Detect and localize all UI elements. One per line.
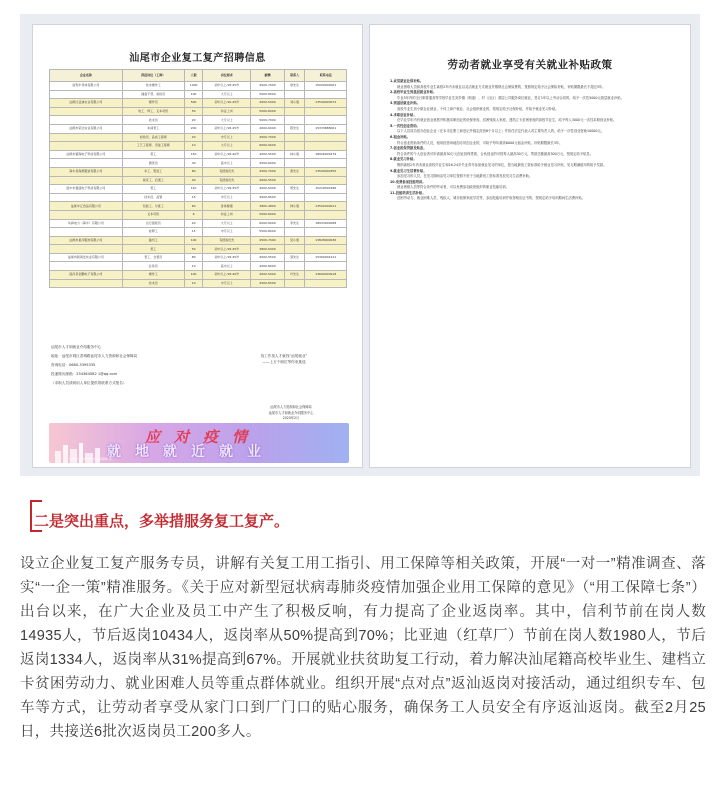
table-cell: 10 [184, 279, 202, 288]
table-cell: 操作员 [122, 99, 184, 108]
table-cell: 中专以上 [203, 193, 251, 202]
table-cell: 电工、焊工、叉车司机 [122, 107, 184, 116]
table-cell: 汕尾市荣达实业有限公司 [50, 124, 123, 133]
table-cell: 4500-6000 [251, 159, 284, 168]
policy-item-text: 毕业5年内的全日制普通高等学校毕业生到乡镇（街道）、村（社区）基层公共服务岗位就业，签订1年以上劳动合同的，给予一次性5000元基层就业补贴。 [397, 95, 624, 100]
table-cell: 钟小姐 [284, 202, 305, 211]
recruitment-image [20, 14, 700, 476]
policy-item-heading: 7.创业担保贷款及贴息。 [390, 146, 427, 151]
table-cell [305, 210, 347, 219]
poster-banner [49, 423, 349, 463]
policy-item-heading: 4.求职创业补贴。 [390, 112, 417, 117]
table-cell: 持证上岗 [203, 107, 251, 116]
banner-credit: 汕尾市人力资源和社会保障局 宣 [69, 457, 112, 461]
table-cell [305, 90, 347, 99]
table-cell: 15000000001 [305, 82, 347, 91]
table-cell: 中专以上 [203, 279, 251, 288]
table-cell: 普工 [122, 185, 184, 194]
table-row [50, 262, 347, 271]
policy-item-heading: 11.技能培训生活补贴。 [390, 190, 426, 195]
table-cell [305, 228, 347, 237]
table-cell: 60 [184, 202, 202, 211]
table-cell: 裁床工、后道工 [122, 176, 184, 185]
table-cell: 5500-8000 [251, 228, 284, 237]
table-cell: 华润电力（海丰）有限公司 [50, 219, 123, 228]
table-cell: 郑先生 [284, 185, 305, 194]
policy-item-text: 高校毕业生到小微企业就业、个体工商户就业、社会组织就业的，按规定给予社保补贴，并给予就业见习补贴。 [397, 106, 559, 111]
table-row [50, 133, 347, 142]
table-cell: 持证上岗 [203, 210, 251, 219]
table-cell: 15360004121 [305, 253, 347, 262]
table-cell: 检修工 [122, 228, 184, 237]
table-cell: 技术员 [122, 116, 184, 125]
table-cell: 有经验优先 [203, 236, 251, 245]
table-cell: 测试员 [122, 159, 184, 168]
table-cell: 陆河县金鹏电子有限公司 [50, 271, 123, 280]
issuer-line: 汕尾市人力资源和社会保障局 [270, 405, 312, 409]
policy-item-text: 就业困难人员等符合条件的劳动者，可以免费参加政府组织的职业技能培训。 [397, 185, 510, 190]
table-cell: 业务员 [122, 262, 184, 271]
table-cell: 1000 [184, 82, 202, 91]
policy-item-heading: 2.高校毕业生到基层就业补贴。 [390, 90, 437, 95]
table-cell: 大专以上 [203, 219, 251, 228]
table-cell: 10 [184, 142, 202, 151]
table-cell: 高中以上 [203, 262, 251, 271]
issuer-line: 汕尾市人才和就业介绍服务中心 [268, 410, 314, 415]
table-row [50, 82, 347, 91]
table-cell: 缝纫工 [122, 236, 184, 245]
table-cell: 初中以上/18-40岁 [203, 271, 251, 280]
table-cell [50, 210, 123, 219]
table-cell [50, 107, 123, 116]
table-cell: 身体健康 [203, 202, 251, 211]
table-cell: 40 [184, 176, 202, 185]
slogan-line: ——上万个职位等你来挑选 [262, 360, 306, 364]
table-cell: 初中以上/18-45岁 [203, 245, 251, 254]
job-table [49, 69, 347, 288]
table-cell: 中专以上 [203, 228, 251, 237]
table-row [50, 279, 347, 288]
table-cell: 包装工、分拣工 [122, 202, 184, 211]
contact-line: 投递简历邮箱：254364582 1@qq.com [51, 372, 118, 376]
table-cell: 叶先生 [284, 271, 305, 280]
policy-item-heading: 8.就业见习补贴。 [390, 157, 417, 162]
table-cell: 汕尾市星河服饰有限公司 [50, 236, 123, 245]
table-cell [305, 245, 347, 254]
subsidy-policy-title: 劳动者就业享受有关就业补贴政策 [447, 59, 613, 71]
table-cell: 林小姐 [284, 150, 305, 159]
table-cell: 陆丰市嘉盛电子科技有限公司 [50, 185, 123, 194]
table-cell [305, 279, 347, 288]
table-cell [50, 142, 123, 151]
table-cell [284, 262, 305, 271]
poster-slogan [219, 353, 349, 365]
table-cell: 6000-9000 [251, 142, 284, 151]
table-cell: 信利半导体有限公司 [50, 82, 123, 91]
table-row [50, 202, 347, 211]
table-cell: 100 [184, 271, 202, 280]
table-cell [305, 159, 347, 168]
table-cell [284, 116, 305, 125]
job-table-header-cell: 联系电话 [305, 70, 347, 82]
table-cell: 蔡先生 [284, 253, 305, 262]
table-cell [50, 159, 123, 168]
table-cell: 13828000036 [305, 236, 347, 245]
contact-line: 咨询电话：0660-3395335 [51, 363, 96, 367]
job-table-header-cell: 岗位要求 [203, 70, 251, 82]
job-table-body [50, 82, 347, 288]
table-cell: 15333688001 [305, 124, 347, 133]
subsidy-policy-poster [369, 24, 691, 468]
table-cell: 4000-5500 [251, 176, 284, 185]
table-cell: 初中以上/18-45岁 [203, 185, 251, 194]
table-cell: 大专以上 [203, 142, 251, 151]
table-cell: 汕尾中汇食品有限公司 [50, 202, 123, 211]
table-cell: 80 [184, 167, 202, 176]
poster-issuer [231, 405, 351, 422]
poster-contact-info [51, 343, 351, 388]
policy-item-text: 符合条件的个人创业者可申请最高30万元创业担保贷款，合伙创业的可按每人最高30万元，贷款总额最高300万元，按规定给予贴息。 [397, 151, 594, 156]
table-cell: 车工、熨烫工 [122, 167, 184, 176]
table-row [50, 167, 347, 176]
table-cell: 20 [184, 219, 202, 228]
table-cell: 3800-5000 [251, 245, 284, 254]
table-cell: 100 [184, 90, 202, 99]
policy-item-heading: 9.就业见习生活费补贴。 [390, 168, 427, 173]
table-cell: 中专以上 [203, 133, 251, 142]
table-cell [284, 90, 305, 99]
contact-line: 汕尾市人才和就业介绍服务中心 [51, 345, 102, 349]
table-row [50, 228, 347, 237]
table-cell: 普工 [122, 245, 184, 254]
table-cell: 大专以上 [203, 90, 251, 99]
table-cell: 4500-7000 [251, 133, 284, 142]
table-cell: 100 [184, 236, 202, 245]
table-cell: 50 [184, 107, 202, 116]
table-cell: 高中以上 [203, 159, 251, 168]
table-cell: 5000-7000 [251, 116, 284, 125]
table-cell [305, 107, 347, 116]
table-cell: 5000-8000 [251, 90, 284, 99]
table-cell: 吴小姐 [284, 236, 305, 245]
table-cell: 5000-6000 [251, 210, 284, 219]
policy-item-heading: 1.灵活就业社保补贴。 [390, 79, 424, 83]
section-heading [30, 500, 670, 532]
policy-item-text: 就业困难人员和高校毕业生离校2年内未就业以灵活就业方式就业并缴纳社会保险费的，按照规定给予社会保险补贴，补贴期限最长不超过3年。 [397, 84, 606, 89]
table-row [50, 150, 347, 159]
policy-item-heading: 6.租金补贴。 [390, 134, 411, 139]
table-cell: 工艺工程师、设备工程师 [122, 142, 184, 151]
table-cell [284, 193, 305, 202]
table-cell [284, 107, 305, 116]
job-table-header-cell: 拟招岗位（工种） [122, 70, 184, 82]
table-cell: 普工 [122, 150, 184, 159]
table-cell: 4000-5000 [251, 99, 284, 108]
table-cell: 海丰县海源服装有限公司 [50, 167, 123, 176]
article-paragraph: 设立企业复工复产服务专员，讲解有关复工用工指引、用工保障等相关政策，开展“一对一”精准调查、落实“一企一策”精准服务。《关于应对新型冠状病毒肺炎疫情加强企业用工保障的意见》（“用工保障七条”）出台以来，在广大企业及员工中产生了积极反响，有力提高了企业返岗率。其中，信利节前在岗人数14935人，节后返岗10434人，返岗率从50%提高到70%；比亚迪（红草厂）节前在岗人数1980人，节后返岗1334人，返岗率从31%提高到67%。开展就业扶贫助复工行动，着力解决汕尾籍高校毕业生、建档立卡贫困劳动力、就业困难人员等重点群体就业。组织开展“点对点”返汕返岗对接活动，通过组织专车、包车等方式，让劳动者享受从家门口到厂门口的贴心服务，确保务工人员安全有序返汕返岗。截至2月25日，共接送6批次返岗员工200多人。 [20, 556, 706, 740]
table-cell: 4500-6500 [251, 193, 284, 202]
job-table-header [50, 70, 347, 82]
table-cell [50, 279, 123, 288]
table-cell [284, 210, 305, 219]
table-cell: 检验员、品质工程师 [122, 133, 184, 142]
table-cell: 叉车司机 [122, 210, 184, 219]
table-cell [284, 228, 305, 237]
table-cell: 10 [184, 262, 202, 271]
table-cell: 储备干部、质检员 [122, 90, 184, 99]
table-cell: 陈先生 [284, 124, 305, 133]
policy-item-text: 在毕业学年内有就业创业意愿并积极求职创业的低保家庭、贫困残疾人家庭、建档立卡贫困家庭的高校毕业生，给予每人3000元一次性求职创业补贴。 [397, 118, 617, 123]
table-cell: 初中以上/18-40岁 [203, 150, 251, 159]
table-row [50, 236, 347, 245]
table-cell [284, 176, 305, 185]
table-cell: 4000-6000 [251, 124, 284, 133]
table-row [50, 107, 347, 116]
table-cell: 刘小姐 [284, 99, 305, 108]
banner-headline: 应对疫情 [145, 428, 262, 446]
table-row [50, 142, 347, 151]
table-cell: 150 [184, 150, 202, 159]
recruitment-poster [32, 24, 363, 468]
table-cell [284, 142, 305, 151]
table-cell: 初中以上/18-45岁 [203, 82, 251, 91]
table-cell [50, 116, 123, 125]
table-cell: 汕尾市富海电子科技有限公司 [50, 150, 123, 159]
job-table-header-cell: 企业名称 [50, 70, 123, 82]
table-cell: 黄先生 [284, 167, 305, 176]
table-cell: 4000-5500 [251, 150, 284, 159]
table-cell: 技术员 [122, 279, 184, 288]
table-row [50, 193, 347, 202]
table-cell: 汕尾市新鸿发实业有限公司 [50, 253, 123, 262]
table-cell [284, 245, 305, 254]
table-row [50, 253, 347, 262]
section-heading-text: 二是突出重点，多举措服务复工复产。 [34, 513, 290, 530]
policy-item-text: 参加见习的人员，在见习期间由见习单位按照不低于当地最低工资标准发放见习生活费补助。 [397, 174, 533, 179]
policy-item-heading: 10.免费参加技能培训。 [390, 179, 426, 184]
policy-item-text: 吸纳离校2年内未就业高校毕业生和16-24岁失业青年参加就业见习的单位，按当地最低工资标准给予就业见习补贴，见习期满留用的给予奖励。 [397, 162, 607, 167]
table-cell: 初中以上/18-45岁 [203, 124, 251, 133]
table-cell: 13690000918 [305, 271, 347, 280]
table-cell: 操作工 [122, 271, 184, 280]
table-row [50, 116, 347, 125]
table-cell [50, 228, 123, 237]
table-cell: 汕尾比亚迪实业有限公司 [50, 99, 123, 108]
table-row [50, 159, 347, 168]
table-cell [284, 279, 305, 288]
table-cell: 13502400011 [305, 202, 347, 211]
table-cell: 4000-5500 [251, 253, 284, 262]
table-cell: 技术操作工 [122, 82, 184, 91]
table-cell [50, 245, 123, 254]
table-row [50, 90, 347, 99]
table-cell: 18933000068 [305, 219, 347, 228]
table-cell: 有经验优先 [203, 167, 251, 176]
table-cell: 有经验优先 [203, 176, 251, 185]
table-cell: 初中以上/16-45岁 [203, 99, 251, 108]
table-cell [50, 90, 123, 99]
policy-item-text: 以下人员成功创办创业企业（在本市注册工商登记并稳定经营6个月以上）并担任法定代表人或主要负责人的，给予一次性创业资助10000元。 [397, 129, 605, 134]
table-row [50, 185, 347, 194]
table-cell [50, 262, 123, 271]
table-cell: 30 [184, 159, 202, 168]
table-cell: 500 [184, 99, 202, 108]
table-cell: 20 [184, 116, 202, 125]
table-cell: 80 [184, 253, 202, 262]
table-cell: 大专以上 [203, 116, 251, 125]
table-cell: 运行值班员 [122, 219, 184, 228]
job-table-header-cell: 薪酬 [251, 70, 284, 82]
table-cell: 4000-5000 [251, 271, 284, 280]
table-cell [305, 193, 347, 202]
table-cell: 4000-5000 [251, 185, 284, 194]
table-cell: 120 [184, 185, 202, 194]
table-cell: 15 [184, 228, 202, 237]
table-row [50, 245, 347, 254]
table-cell [305, 116, 347, 125]
table-cell: 徐先生 [284, 82, 305, 91]
table-cell: 李先生 [284, 219, 305, 228]
contact-line: （求职人员请到用人单位提供的联系方式报名） [51, 381, 127, 385]
table-row [50, 124, 347, 133]
table-cell: 普工、仓管员 [122, 253, 184, 262]
table-cell: 4500-7000 [251, 167, 284, 176]
table-row [50, 271, 347, 280]
table-cell: 技术员、品管 [122, 193, 184, 202]
table-cell: 50 [184, 245, 202, 254]
table-row [50, 99, 347, 108]
table-cell: 13590000355 [305, 167, 347, 176]
table-cell [305, 176, 347, 185]
issuer-line: 2020年2月 [282, 416, 300, 420]
table-cell: 4500-7000 [251, 236, 284, 245]
table-cell: 4500-7000 [251, 82, 284, 91]
table-cell: 15 [184, 193, 202, 202]
policy-item-text: 贫困劳动力、就业困难人员、残疾人、城市低保家庭学员等，参加技能培训并取得相应证书的，按规定给予培训期间生活费补贴。 [397, 196, 585, 201]
table-cell: 18926000279 [305, 150, 347, 159]
table-row [50, 176, 347, 185]
table-cell [50, 133, 123, 142]
banner-subheadline: 就地就近就业 [107, 444, 275, 460]
table-cell: 20 [184, 133, 202, 142]
table-cell: 4500-6500 [251, 279, 284, 288]
table-cell: 200 [184, 124, 202, 133]
job-table-header-cell: 联系人 [284, 70, 305, 82]
table-cell: 13590000072 [305, 99, 347, 108]
contact-line: 地址：汕尾市城区香城路汕尾市人力资源和社会保障局 [51, 354, 138, 358]
table-cell: 6000-9000 [251, 219, 284, 228]
table-cell: 5000-6000 [251, 107, 284, 116]
table-cell: 初中以上/18-45岁 [203, 253, 251, 262]
policy-item-heading: 3.到基层就业补贴。 [390, 101, 420, 106]
table-cell [284, 133, 305, 142]
subsidy-policy-list [390, 79, 674, 202]
table-cell: 4000-8000 [251, 262, 284, 271]
table-row [50, 210, 347, 219]
recruitment-poster-title: 汕尾市企业复工复产招聘信息 [129, 53, 266, 64]
table-cell [284, 159, 305, 168]
table-cell [50, 176, 123, 185]
table-cell: 车间普工 [122, 124, 184, 133]
table-cell: 3800-4800 [251, 202, 284, 211]
table-cell: 15218300186 [305, 185, 347, 194]
table-cell [305, 262, 347, 271]
table-row [50, 219, 347, 228]
policy-item-text: 符合创业资助条件的人员，租用经营场地创办初创企业的，可给予每年最高6000元租金补贴，补贴期限最长3年。 [397, 140, 563, 145]
job-table-header-cell: 人数 [184, 70, 202, 82]
table-cell [50, 193, 123, 202]
table-cell: 6 [184, 210, 202, 219]
slogan-line: 找工作找人才就找“汕尾就业” [260, 354, 308, 358]
policy-item-heading: 5.一次性创业资助。 [390, 123, 420, 128]
table-cell [305, 133, 347, 142]
table-cell [305, 142, 347, 151]
